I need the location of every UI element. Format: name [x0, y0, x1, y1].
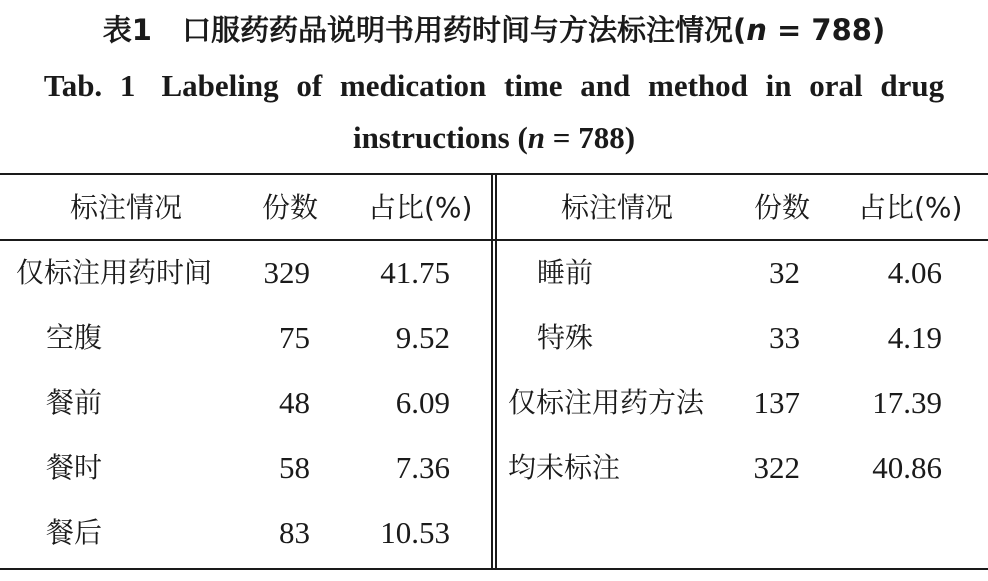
row-percent: 10.53 — [380, 515, 450, 550]
row-percent: 41.75 — [380, 255, 450, 290]
table-top-rule — [0, 173, 988, 175]
table-title-en-line1: Labeling of medication time and method in oral drug — [161, 68, 945, 103]
sample-size-value-en: = 788 — [545, 120, 625, 155]
table-bottom-rule — [0, 568, 988, 570]
table-title-en-line2: instructions — [352, 120, 510, 155]
row-label: 餐前 — [46, 386, 103, 419]
row-count: 33 — [769, 320, 800, 355]
table-caption-cn — [0, 8, 988, 52]
row-count: 83 — [279, 515, 310, 550]
row-count: 75 — [279, 320, 310, 355]
table-number-cn: 表1 — [102, 13, 152, 47]
sample-size-symbol: n — [746, 13, 767, 47]
row-label: 睡前 — [537, 256, 594, 289]
caption-close-paren: ) — [871, 13, 886, 47]
row-percent: 4.19 — [887, 320, 942, 355]
row-count: 137 — [753, 385, 800, 420]
header-count-right: 份数 — [754, 191, 811, 224]
row-percent: 7.36 — [395, 450, 450, 485]
row-label: 餐时 — [46, 451, 103, 484]
row-percent: 40.86 — [872, 450, 942, 485]
row-count: 329 — [263, 255, 310, 290]
table-caption-en-line1 — [0, 66, 988, 106]
row-percent: 9.52 — [395, 320, 450, 355]
row-label: 仅标注用药时间 — [16, 256, 213, 289]
row-count: 58 — [279, 450, 310, 485]
row-label: 空腹 — [46, 321, 103, 354]
row-count: 32 — [769, 255, 800, 290]
table-caption-en-line2 — [0, 118, 988, 158]
sample-size-symbol-en: n — [527, 120, 546, 155]
header-count-left: 份数 — [262, 191, 319, 224]
header-percent-left: 占比(%) — [368, 191, 473, 224]
row-percent: 6.09 — [395, 385, 450, 420]
row-label: 均未标注 — [508, 451, 621, 484]
header-label-left: 标注情况 — [70, 191, 183, 224]
table-divider-right — [495, 175, 497, 568]
row-label: 餐后 — [46, 516, 103, 549]
row-label: 特殊 — [537, 321, 594, 354]
header-label-right: 标注情况 — [561, 191, 674, 224]
caption-en-open-paren: ( — [517, 120, 528, 155]
table-number-en: Tab. 1 — [43, 68, 136, 103]
table-divider-left — [491, 175, 493, 568]
row-count: 322 — [753, 450, 800, 485]
row-percent: 17.39 — [872, 385, 942, 420]
row-label: 仅标注用药方法 — [508, 386, 705, 419]
table-header-rule — [0, 239, 988, 241]
row-percent: 4.06 — [887, 255, 942, 290]
table-title-cn: 口服药药品说明书用药时间与方法标注情况( — [181, 13, 747, 47]
caption-en-close-paren: ) — [624, 120, 636, 155]
row-count: 48 — [279, 385, 310, 420]
header-percent-right: 占比(%) — [858, 191, 963, 224]
sample-size-value: = 788 — [766, 13, 872, 47]
